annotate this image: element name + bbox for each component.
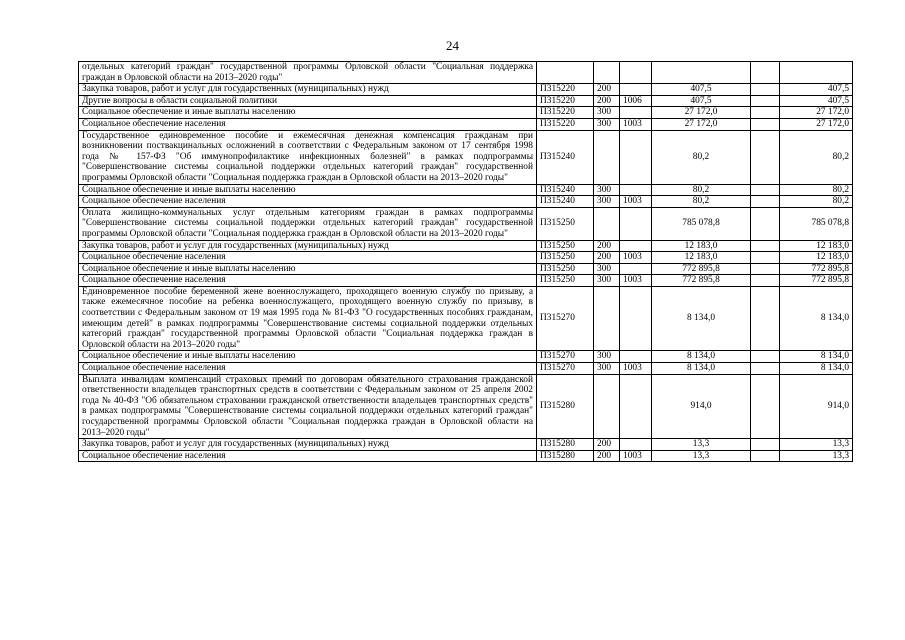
total-cell: 8 134,0 xyxy=(780,363,853,375)
target-code-cell: П315280 xyxy=(537,439,594,451)
expense-type-cell xyxy=(594,62,620,84)
change-cell xyxy=(751,450,780,462)
change-cell xyxy=(751,351,780,363)
target-code-cell: П315220 xyxy=(537,107,594,119)
total-cell: 13,3 xyxy=(780,450,853,462)
change-cell xyxy=(751,240,780,252)
expense-type-cell: 300 xyxy=(594,118,620,130)
item-name-cell: Социальное обеспечение и иные выплаты населению xyxy=(79,184,537,196)
total-cell xyxy=(780,62,853,84)
expense-type-cell: 300 xyxy=(594,275,620,287)
expense-type-cell: 200 xyxy=(594,240,620,252)
change-cell xyxy=(751,252,780,264)
table-row xyxy=(79,240,853,252)
amount-cell: 914,0 xyxy=(652,374,751,439)
section-code-cell xyxy=(620,107,652,119)
expense-type-cell xyxy=(594,374,620,439)
section-code-cell xyxy=(620,439,652,451)
table-row xyxy=(79,252,853,264)
total-cell: 785 078,8 xyxy=(780,207,853,240)
amount-cell: 27 172,0 xyxy=(652,107,751,119)
change-cell xyxy=(751,374,780,439)
target-code-cell: П315220 xyxy=(537,118,594,130)
item-name-cell: Социальное обеспечение населения xyxy=(79,450,537,462)
expense-type-cell: 300 xyxy=(594,263,620,275)
item-name-cell: Закупка товаров, работ и услуг для государственных (муниципальных) нужд xyxy=(79,240,537,252)
total-cell: 8 134,0 xyxy=(780,286,853,351)
item-name-cell: Закупка товаров, работ и услуг для государственных (муниципальных) нужд xyxy=(79,84,537,96)
item-name-cell: Социальное обеспечение населения xyxy=(79,196,537,208)
target-code-cell: П315270 xyxy=(537,286,594,351)
total-cell: 772 895,8 xyxy=(780,275,853,287)
item-name-cell: Оплата жилищно-коммунальных услуг отдельным категориям граждан в рамках подпрограммы "Совершенствование системы социальной поддержки отдельных категорий граждан" государственной программы Орловской области "Социальная поддержка граждан в Орловской области на 2013–2020 годы" xyxy=(79,207,537,240)
change-cell xyxy=(751,130,780,184)
section-code-cell xyxy=(620,84,652,96)
change-cell xyxy=(751,439,780,451)
table-row xyxy=(79,275,853,287)
total-cell: 27 172,0 xyxy=(780,118,853,130)
expense-type-cell: 300 xyxy=(594,184,620,196)
table-row xyxy=(79,62,853,84)
amount-cell: 12 183,0 xyxy=(652,240,751,252)
section-code-cell: 1003 xyxy=(620,275,652,287)
target-code-cell xyxy=(537,62,594,84)
section-code-cell xyxy=(620,351,652,363)
change-cell xyxy=(751,62,780,84)
amount-cell: 80,2 xyxy=(652,130,751,184)
expense-type-cell: 300 xyxy=(594,196,620,208)
item-name-cell: Социальное обеспечение населения xyxy=(79,252,537,264)
total-cell: 772 895,8 xyxy=(780,263,853,275)
expense-type-cell: 200 xyxy=(594,252,620,264)
target-code-cell: П315270 xyxy=(537,363,594,375)
total-cell: 13,3 xyxy=(780,439,853,451)
expense-type-cell xyxy=(594,130,620,184)
table-row xyxy=(79,263,853,275)
table-row xyxy=(79,84,853,96)
change-cell xyxy=(751,196,780,208)
section-code-cell xyxy=(620,207,652,240)
amount-cell: 13,3 xyxy=(652,450,751,462)
budget-table-body xyxy=(79,62,853,462)
amount-cell: 772 895,8 xyxy=(652,263,751,275)
section-code-cell xyxy=(620,374,652,439)
section-code-cell xyxy=(620,240,652,252)
total-cell: 80,2 xyxy=(780,184,853,196)
item-name-cell: Другие вопросы в области социальной политики xyxy=(79,95,537,107)
amount-cell: 13,3 xyxy=(652,439,751,451)
amount-cell: 407,5 xyxy=(652,95,751,107)
expense-type-cell: 200 xyxy=(594,450,620,462)
table-row xyxy=(79,184,853,196)
item-name-cell: Государственное единовременное пособие и ежемесячная денежная компенсация гражданам при возникновении поствакцинальных осложнений в соответствии с Федеральным законом от 17 сентября 1998 года № 157-ФЗ "Об иммунопрофилактике инфекционных болезней" в рамках подпрограммы "Совершенствование системы социальной поддержки отдельных категорий граждан" государственной программы Орловской области "Социальная поддержка граждан в Орловской области на 2013–2020 годы" xyxy=(79,130,537,184)
total-cell: 27 172,0 xyxy=(780,107,853,119)
change-cell xyxy=(751,363,780,375)
target-code-cell: П315250 xyxy=(537,207,594,240)
amount-cell xyxy=(652,62,751,84)
target-code-cell: П315270 xyxy=(537,351,594,363)
expense-type-cell xyxy=(594,286,620,351)
section-code-cell xyxy=(620,130,652,184)
total-cell: 12 183,0 xyxy=(780,252,853,264)
table-row xyxy=(79,351,853,363)
section-code-cell xyxy=(620,263,652,275)
item-name-cell: Социальное обеспечение и иные выплаты населению xyxy=(79,107,537,119)
target-code-cell: П315250 xyxy=(537,275,594,287)
table-row xyxy=(79,118,853,130)
change-cell xyxy=(751,84,780,96)
item-name-cell: Единовременное пособие беременной жене военнослужащего, проходящего военную службу по призыву, а также ежемесячное пособие на ребенка военнослужащего, проходящего военную службу по призыву, в соответствии с Федеральным законом от 19 мая 1995 года № 81-ФЗ "О государственных пособиях гражданам, имеющим детей" в рамках подпрограммы "Совершенствование системы социальной поддержки отдельных категорий граждан" государственной программы Орловской области "Социальная поддержка граждан в Орловской области на 2013–2020 годы" xyxy=(79,286,537,351)
total-cell: 80,2 xyxy=(780,130,853,184)
section-code-cell xyxy=(620,62,652,84)
table-row xyxy=(79,374,853,439)
target-code-cell: П315250 xyxy=(537,263,594,275)
amount-cell: 407,5 xyxy=(652,84,751,96)
change-cell xyxy=(751,95,780,107)
target-code-cell: П315280 xyxy=(537,450,594,462)
total-cell: 8 134,0 xyxy=(780,351,853,363)
expense-type-cell: 200 xyxy=(594,84,620,96)
section-code-cell: 1003 xyxy=(620,252,652,264)
section-code-cell: 1003 xyxy=(620,118,652,130)
amount-cell: 8 134,0 xyxy=(652,286,751,351)
page-number: 24 xyxy=(446,38,459,53)
change-cell xyxy=(751,263,780,275)
item-name-cell: Социальное обеспечение населения xyxy=(79,363,537,375)
item-name-cell: Социальное обеспечение и иные выплаты населению xyxy=(79,351,537,363)
table-row xyxy=(79,95,853,107)
section-code-cell: 1003 xyxy=(620,196,652,208)
table-row xyxy=(79,207,853,240)
total-cell: 12 183,0 xyxy=(780,240,853,252)
target-code-cell: П315250 xyxy=(537,240,594,252)
amount-cell: 772 895,8 xyxy=(652,275,751,287)
table-row xyxy=(79,286,853,351)
expense-type-cell xyxy=(594,207,620,240)
change-cell xyxy=(751,118,780,130)
amount-cell: 27 172,0 xyxy=(652,118,751,130)
change-cell xyxy=(751,286,780,351)
change-cell xyxy=(751,184,780,196)
change-cell xyxy=(751,275,780,287)
amount-cell: 8 134,0 xyxy=(652,351,751,363)
target-code-cell: П315220 xyxy=(537,84,594,96)
item-name-cell: Выплата инвалидам компенсаций страховых премий по договорам обязательного страхования гражданской ответственности владельцев транспортных средств в соответствии с Федеральным законом от 25 апреля 2002 года № 40-ФЗ "Об обязательном страховании гражданской ответственности владельцев транспортных средств" в рамках подпрограммы "Совершенствование системы социальной поддержки отдельных категорий граждан" государственной программы Орловской области "Социальная поддержка граждан в Орловской области на 2013–2020 годы" xyxy=(79,374,537,439)
target-code-cell: П315240 xyxy=(537,196,594,208)
section-code-cell: 1003 xyxy=(620,450,652,462)
budget-table xyxy=(78,61,853,462)
change-cell xyxy=(751,207,780,240)
total-cell: 407,5 xyxy=(780,95,853,107)
item-name-cell: Социальное обеспечение населения xyxy=(79,118,537,130)
table-row xyxy=(79,439,853,451)
section-code-cell: 1003 xyxy=(620,363,652,375)
item-name-cell: Социальное обеспечение и иные выплаты населению xyxy=(79,263,537,275)
total-cell: 407,5 xyxy=(780,84,853,96)
amount-cell: 80,2 xyxy=(652,196,751,208)
table-row xyxy=(79,107,853,119)
item-name-cell: Закупка товаров, работ и услуг для государственных (муниципальных) нужд xyxy=(79,439,537,451)
target-code-cell: П315220 xyxy=(537,95,594,107)
expense-type-cell: 200 xyxy=(594,95,620,107)
total-cell: 80,2 xyxy=(780,196,853,208)
section-code-cell xyxy=(620,184,652,196)
section-code-cell: 1006 xyxy=(620,95,652,107)
table-row xyxy=(79,130,853,184)
expense-type-cell: 300 xyxy=(594,107,620,119)
target-code-cell: П315280 xyxy=(537,374,594,439)
item-name-cell: Социальное обеспечение населения xyxy=(79,275,537,287)
section-code-cell xyxy=(620,286,652,351)
target-code-cell: П315240 xyxy=(537,184,594,196)
expense-type-cell: 200 xyxy=(594,439,620,451)
amount-cell: 8 134,0 xyxy=(652,363,751,375)
amount-cell: 12 183,0 xyxy=(652,252,751,264)
expense-type-cell: 300 xyxy=(594,351,620,363)
amount-cell: 785 078,8 xyxy=(652,207,751,240)
table-row xyxy=(79,363,853,375)
amount-cell: 80,2 xyxy=(652,184,751,196)
item-name-cell: отдельных категорий граждан" государственной программы Орловской области "Социальная поддержка граждан в Орловской области на 2013–2020 годы" xyxy=(79,62,537,84)
target-code-cell: П315240 xyxy=(537,130,594,184)
change-cell xyxy=(751,107,780,119)
table-row xyxy=(79,450,853,462)
table-row xyxy=(79,196,853,208)
total-cell: 914,0 xyxy=(780,374,853,439)
target-code-cell: П315250 xyxy=(537,252,594,264)
expense-type-cell: 300 xyxy=(594,363,620,375)
